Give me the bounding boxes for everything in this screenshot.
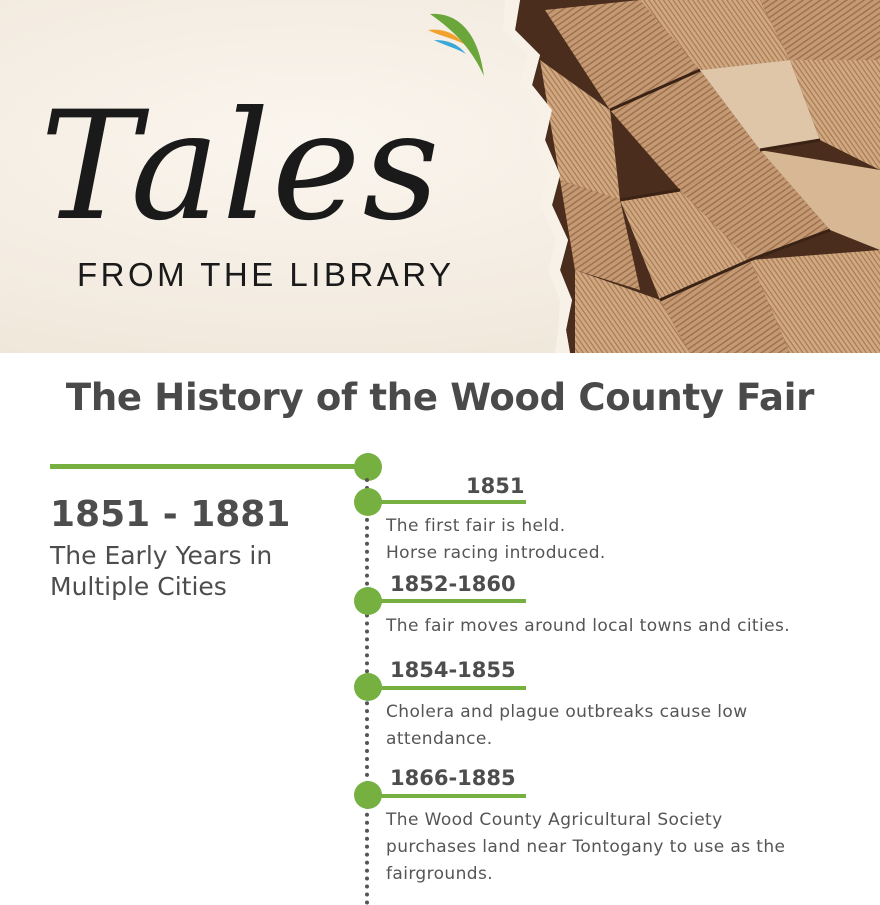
- event-year: 1852-1860: [390, 572, 516, 596]
- event-text-line: purchases land near Tontogany to use as the: [386, 837, 786, 857]
- event-text-line: The fair moves around local towns and cities.: [386, 616, 791, 636]
- event-marker-dot: [354, 673, 382, 701]
- event-year: 1866-1885: [390, 766, 516, 790]
- event-year: 1854-1855: [390, 658, 516, 682]
- event-text-line: Cholera and plague outbreaks cause low: [386, 702, 748, 722]
- event-description: [386, 699, 846, 753]
- event-year: 1851: [466, 474, 525, 498]
- banner-subtitle: FROM THE LIBRARY: [77, 256, 455, 293]
- event-text-line: fairgrounds.: [386, 864, 494, 884]
- event-marker-dot: [354, 587, 382, 615]
- event-bar: [368, 500, 526, 504]
- header-banner: [0, 0, 880, 353]
- event-text-line: Horse racing introduced.: [386, 543, 606, 563]
- event-description: [386, 513, 846, 567]
- tales-script-title: [30, 58, 480, 248]
- svg-text:Tales: Tales: [40, 80, 442, 248]
- era-range: 1851 - 1881: [50, 494, 291, 535]
- event-bar: [368, 599, 526, 603]
- event-text-line: The first fair is held.: [386, 516, 566, 536]
- event-description: [386, 807, 846, 888]
- era-divider: [50, 464, 368, 469]
- event-bar: [368, 794, 526, 798]
- event-text-line: attendance.: [386, 729, 493, 749]
- page-title: The History of the Wood County Fair: [65, 376, 815, 419]
- event-bar: [368, 686, 526, 690]
- event-description: [386, 613, 846, 640]
- event-text-line: The Wood County Agricultural Society: [386, 810, 723, 830]
- event-marker-dot: [354, 781, 382, 809]
- era-description: The Early Years in Multiple Cities: [50, 541, 273, 601]
- event-marker-dot: [354, 488, 382, 516]
- era-marker-dot: [354, 453, 382, 481]
- book-stack: [540, 0, 880, 353]
